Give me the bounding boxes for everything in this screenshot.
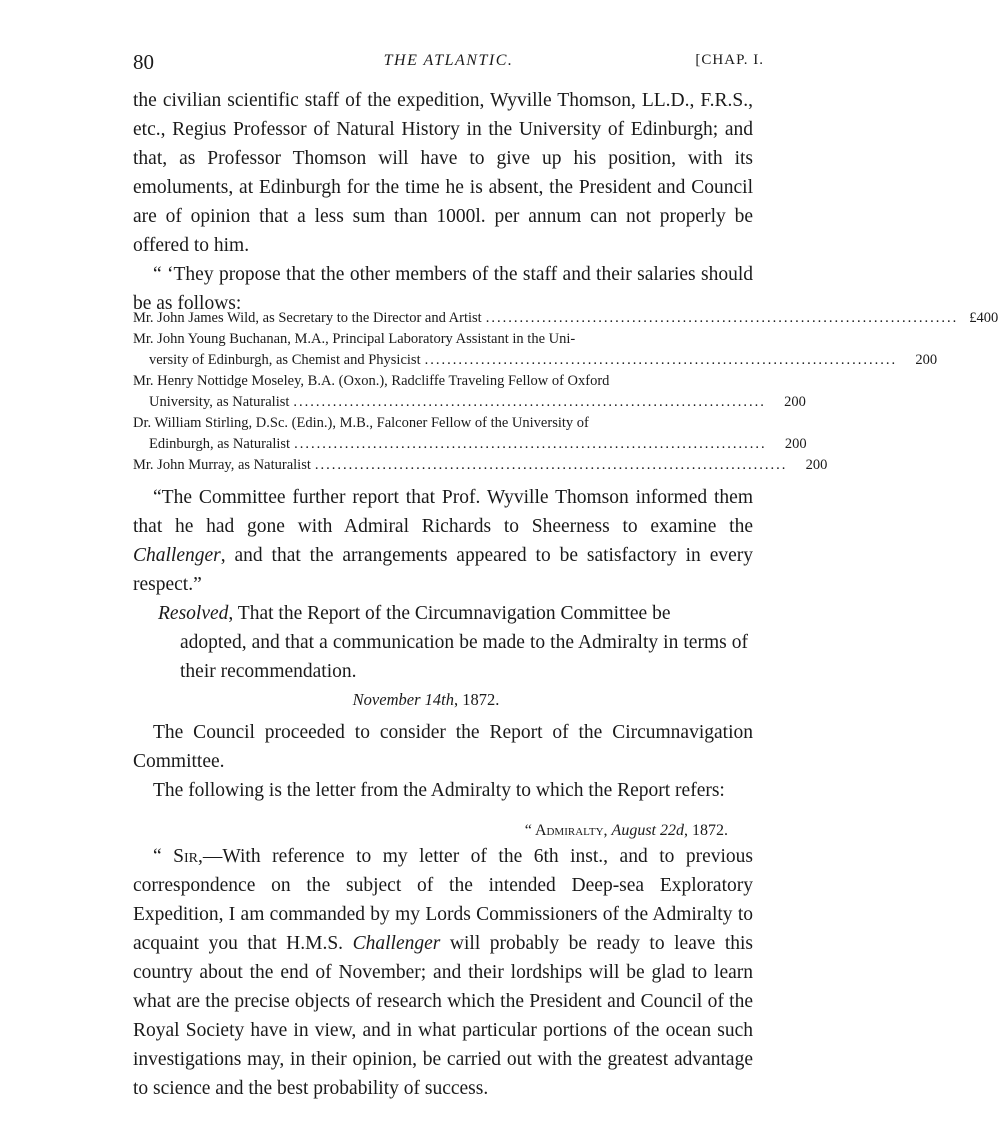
ship-name: Challenger (352, 933, 441, 954)
letter-block (133, 842, 753, 1103)
committee-report-paragraph (133, 483, 753, 599)
leader-dots: .................................................................................... (314, 457, 788, 473)
staff-role: University, as Naturalist (149, 394, 290, 410)
staff-salary: £400 (969, 310, 998, 326)
staff-role: versity of Edinburgh, as Chemist and Physicist (149, 352, 421, 368)
chapter-marker: [CHAP. I. (695, 52, 764, 68)
running-title: THE ATLANTIC. (383, 52, 514, 69)
letter-paragraph (133, 842, 753, 1103)
table-row (133, 371, 806, 413)
staff-name: Mr. John Young Buchanan, M.A., Principal Laboratory Assistant in the Uni- (133, 331, 576, 347)
staff-name: Mr. Henry Nottidge Moseley, B.A. (Oxon.), Radcliffe Traveling Fellow of Oxford (133, 373, 610, 389)
table-row (133, 308, 998, 329)
staff-intro: “ ‘They propose that the other members of the staff and their salaries should be as follows: (133, 264, 753, 314)
intro-paragraph: the civilian scientific staff of the expedition, Wyville Thomson, LL.D., F.R.S., etc., Regius Professor of Natural History in the University of Edinburgh; and that, as Professor Thomson will have to give up his position, with its emoluments, at Edinburgh for the time he is absent, the President and Council are of opinion that a less sum than 1000l. per annum can not properly be offered to him. (133, 90, 753, 256)
letter-dateline (525, 822, 728, 840)
staff-name: Dr. William Stirling, D.Sc. (Edin.), M.B., Falconer Fellow of the University of (133, 415, 589, 431)
table-row (133, 329, 938, 371)
table-row (133, 455, 828, 476)
resolution-block (158, 599, 748, 686)
staff-salary: 200 (915, 352, 938, 368)
letter-place: “ Admiralty, (524, 822, 608, 839)
report-text: , and that the arrangements appeared to be satisfactory in every respect.” (133, 545, 753, 595)
ship-name: Challenger (133, 545, 221, 566)
resolution-line (158, 599, 748, 628)
meeting-date (0, 690, 852, 710)
committee-report-block (133, 483, 753, 599)
staff-salary: 200 (784, 436, 807, 452)
letter-intro-paragraph: The following is the letter from the Admiralty to which the Report refers: (153, 780, 725, 801)
running-header (133, 50, 764, 80)
staff-salary: 200 (805, 457, 828, 473)
report-text: “The Committee further report that Prof. Wyville Thomson informed them that he had gone with Admiral Richards to Sheerness to examine the (133, 487, 753, 537)
council-paragraph: The Council proceeded to consider the Report of the Circumnavigation Committee. (133, 722, 753, 772)
salutation: “ Sir, (153, 846, 203, 867)
letter-text: —With reference to my letter of the 6th inst., and to previous correspondence on the subject of the intended Deep-sea Exploratory Expedition, I am commanded by my Lords Commissioners of the Admiralty to acquaint you that H.M.S. (133, 846, 754, 954)
letter-text: will probably be ready to leave this country about the end of November; and their lordships will be glad to learn what are the precise objects of research which the President and Council of the Royal Society have in view, and in what particular portions of the ocean such investigations may, in their opinion, be carried out with the greatest advantage to science and the best probability of success. (133, 933, 753, 1099)
page-number: 80 (133, 50, 154, 74)
staff-salary: 200 (784, 394, 806, 410)
table-row (133, 413, 807, 455)
resolution-continuation: adopted, and that a communication be made to the Admiralty in terms of their recommendation. (180, 632, 748, 682)
leader-dots: .................................................................................... (293, 394, 766, 410)
staff-name: Mr. John James Wild, as Secretary to the Director and Artist (133, 310, 482, 326)
staff-name: Mr. John Murray, as Naturalist (133, 457, 311, 473)
letter-date: August 22d (611, 822, 684, 839)
meeting-month-day: November 14th (352, 690, 454, 709)
leader-dots: .................................................................................... (485, 310, 959, 326)
staff-salary-table (133, 308, 998, 476)
intro-block (133, 86, 753, 318)
staff-role: Edinburgh, as Naturalist (149, 436, 291, 452)
resolution-text: , That the Report of the Circumnavigation Committee be (228, 603, 671, 624)
council-block (133, 718, 753, 805)
letter-year: , 1872. (684, 822, 728, 839)
meeting-year: , 1872. (453, 690, 500, 709)
leader-dots: .................................................................................... (424, 352, 898, 368)
leader-dots: .................................................................................... (294, 436, 767, 452)
resolved-label: Resolved (158, 603, 229, 624)
